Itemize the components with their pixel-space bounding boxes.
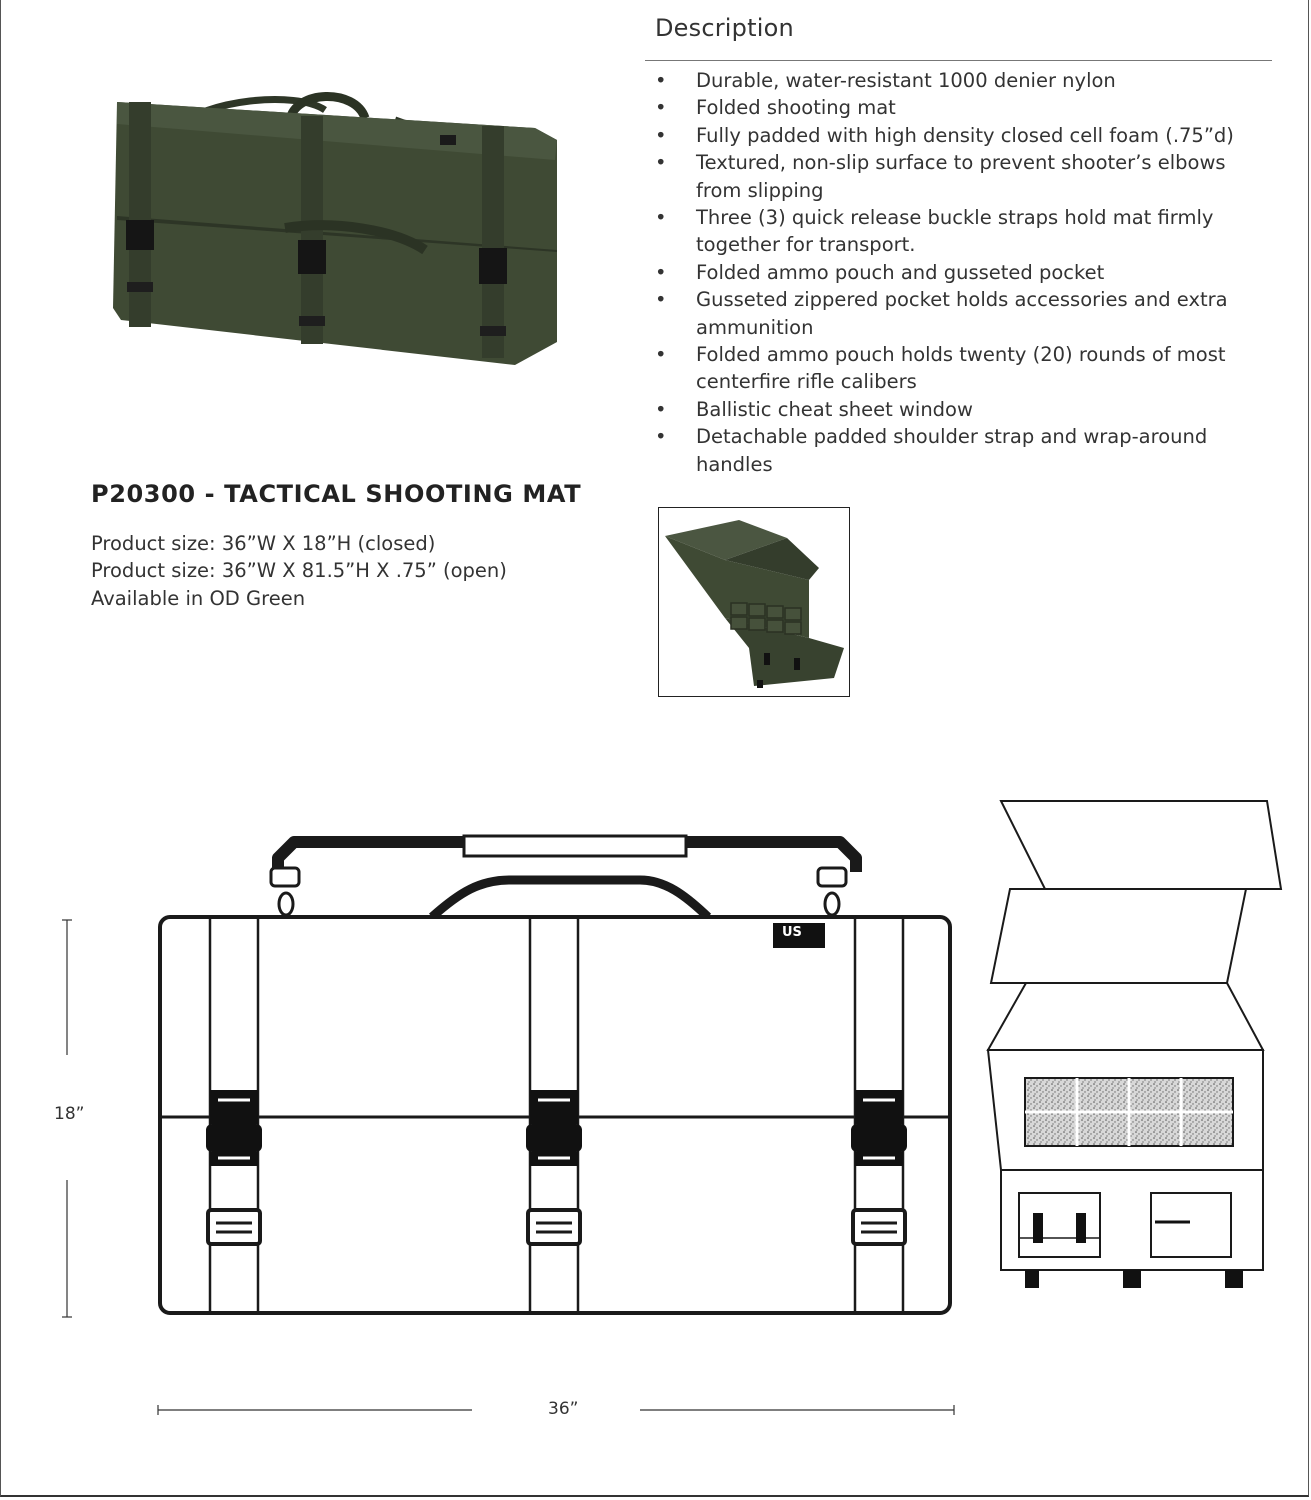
description-bullet: • Three (3) quick release buckle straps hold mat firmly together for transport. xyxy=(655,204,1265,259)
description-bullet: • Folded ammo pouch and gusseted pocket xyxy=(655,259,1265,286)
spec-line: Product size: 36”W X 18”H (closed) xyxy=(91,532,436,555)
drawing-logo: US xyxy=(782,925,802,940)
product-title: P20300 - TACTICAL SHOOTING MAT xyxy=(91,480,582,508)
description-bullet: • Durable, water-resistant 1000 denier nylon xyxy=(655,67,1265,94)
product-photo-open xyxy=(658,507,850,697)
description-bullet: • Gusseted zippered pocket holds accessories and extra ammunition xyxy=(655,286,1265,341)
width-dimension-label: 36” xyxy=(548,1399,579,1419)
product-specs xyxy=(91,530,507,612)
description-divider xyxy=(645,60,1272,61)
spec-line: Available in OD Green xyxy=(91,586,306,610)
description-bullet: • Detachable padded shoulder strap and wrap-around handles xyxy=(655,423,1265,478)
description-bullet: • Ballistic cheat sheet window xyxy=(655,396,1265,423)
product-photo-closed xyxy=(95,80,565,380)
spec-line: Product size: 36”W X 81.5”H X .75” (open) xyxy=(91,559,507,583)
description-bullet: • Folded ammo pouch holds twenty (20) rounds of most centerfire rifle calibers xyxy=(655,341,1265,396)
description-list xyxy=(655,67,1265,478)
technical-drawing-closed xyxy=(40,780,980,1430)
description-bullet: • Folded shooting mat xyxy=(655,94,1265,121)
description-heading: Description xyxy=(655,14,794,42)
description-bullet: • Fully padded with high density closed cell foam (.75”d) xyxy=(655,122,1265,149)
description-bullet: • Textured, non-slip surface to prevent shooter’s elbows from slipping xyxy=(655,149,1265,204)
technical-drawing-open xyxy=(985,795,1290,1300)
height-dimension-label: 18” xyxy=(54,1104,85,1124)
